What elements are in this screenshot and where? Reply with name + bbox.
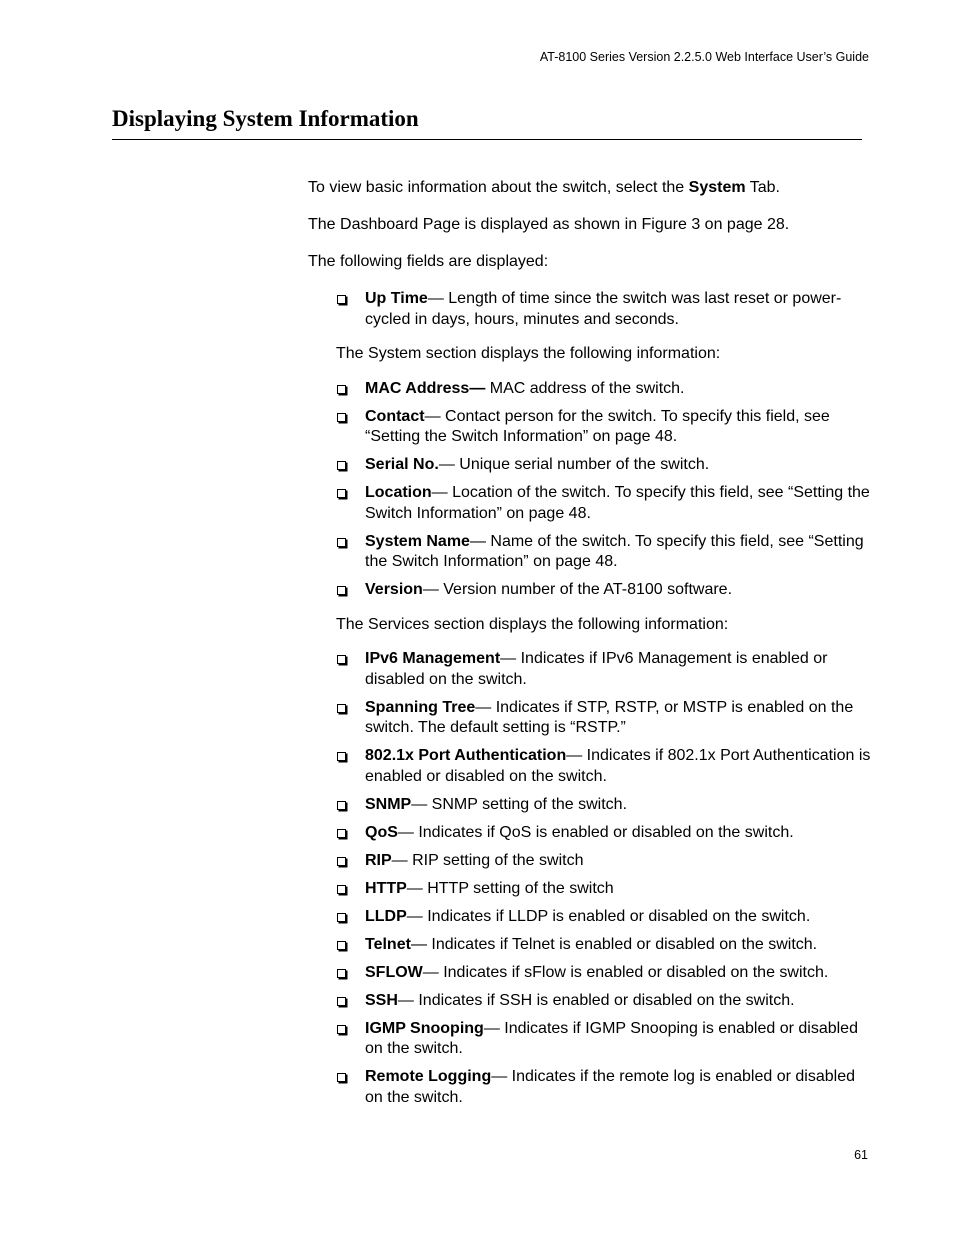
checkbox-bullet-icon [337,385,346,394]
intro-text-before: To view basic information about the switch, select the [308,179,689,196]
list-item [308,289,873,330]
field-term: 802.1x Port Authentication [365,747,567,764]
field-description: — Indicates if QoS is enabled or disabled on the switch. [397,823,794,841]
top-field-list [308,289,873,330]
field-description: — Indicates if SSH is enabled or disabled on the switch. [397,991,795,1009]
checkbox-bullet-icon [337,801,346,810]
intro-text-after: Tab. [745,179,780,196]
checkbox-bullet-icon [337,913,346,922]
system-tab-name: System [688,179,746,196]
intro-paragraph-1 [308,178,873,199]
list-item [308,532,873,573]
field-term: Remote Logging [365,1068,492,1085]
field-description: — Indicates if 802.1x Port Authentication is enabled or disabled on the switch. [365,747,871,785]
intro-paragraph-2: The Dashboard Page is displayed as shown in Figure 3 on page 28. [308,216,790,233]
field-description: — RIP setting of the switch [391,851,584,869]
list-item [308,1019,873,1060]
field-description: — Unique serial number of the switch. [438,456,710,473]
field-term: LLDP [365,907,407,925]
field-description: — Version number of the AT-8100 software. [422,581,733,598]
field-description: — Indicates if LLDP is enabled or disabled on the switch. [406,907,811,925]
checkbox-bullet-icon [337,969,346,978]
field-term: System Name [365,532,470,550]
checkbox-bullet-icon [337,885,346,894]
field-description: — Indicates if sFlow is enabled or disabled on the switch. [422,963,829,981]
field-description: — Contact person for the switch. To specify this field, see “Setting the Switch Information” on page 48. [365,407,830,445]
field-description: — Length of time since the switch was last reset or power-cycled in days, hours, minutes and seconds. [365,290,842,328]
list-item [308,823,873,844]
field-description: — Location of the switch. To specify this field, see “Setting the Switch Information” on page 48. [365,484,870,522]
system-section-intro: The System section displays the following information: [336,345,721,362]
running-header: AT-8100 Series Version 2.2.5.0 Web Interface User’s Guide [539,50,869,64]
list-item [308,907,873,928]
system-field-list [308,379,873,601]
field-description: — Name of the switch. To specify this field, see “Setting the Switch Information” on page 48. [365,532,864,570]
list-item [308,991,873,1012]
checkbox-bullet-icon [337,538,346,547]
title-divider [112,139,862,140]
checkbox-bullet-icon [337,461,346,470]
list-item [308,795,873,816]
checkbox-bullet-icon [337,586,346,595]
list-item [308,698,873,739]
page-title: Displaying System Information [112,106,419,131]
checkbox-bullet-icon [337,752,346,761]
field-term: IPv6 Management [365,650,501,667]
checkbox-bullet-icon [337,857,346,866]
field-description: — Indicates if IPv6 Management is enabled or disabled on the switch. [365,650,828,688]
page-number: 61 [854,1148,868,1162]
list-item [308,379,873,400]
field-term: Spanning Tree [365,698,476,716]
list-item [308,935,873,956]
field-description: — SNMP setting of the switch. [411,795,628,813]
field-term: Contact [365,407,425,425]
field-term: Version [365,581,423,598]
list-item [308,407,873,448]
field-term: QoS [365,823,398,841]
field-description: — Indicates if the remote log is enabled or disabled on the switch. [365,1068,855,1106]
field-term: IGMP Snooping [365,1019,484,1037]
main-content [308,178,873,1122]
checkbox-bullet-icon [337,295,346,304]
checkbox-bullet-icon [337,704,346,713]
services-section-intro: The Services section displays the following information: [336,615,729,633]
field-term: Up Time [365,290,428,307]
field-term: Location [365,484,432,501]
list-item [308,851,873,872]
checkbox-bullet-icon [337,997,346,1006]
checkbox-bullet-icon [337,941,346,950]
list-item [308,580,873,601]
field-description: — HTTP setting of the switch [406,879,614,897]
field-term: Serial No. [365,456,439,473]
checkbox-bullet-icon [337,655,346,664]
checkbox-bullet-icon [337,829,346,838]
field-term: SSH [365,991,398,1009]
list-item [308,963,873,984]
field-description: — Indicates if STP, RSTP, or MSTP is enabled on the switch. The default setting is “RSTP.” [365,698,854,736]
field-description: MAC address of the switch. [485,379,685,397]
field-description: — Indicates if IGMP Snooping is enabled or disabled on the switch. [365,1019,858,1057]
list-item [308,879,873,900]
list-item [308,1067,873,1108]
checkbox-bullet-icon [337,489,346,498]
field-term: MAC Address— [365,379,486,397]
list-item [308,455,873,476]
checkbox-bullet-icon [337,1025,346,1034]
list-item [308,746,873,787]
checkbox-bullet-icon [337,413,346,422]
list-item [308,483,873,524]
list-item [308,649,873,690]
checkbox-bullet-icon [337,1073,346,1082]
field-term: RIP [365,851,392,869]
intro-paragraph-3: The following fields are displayed: [308,253,549,270]
field-term: HTTP [365,879,407,897]
field-term: SFLOW [365,963,423,981]
field-term: Telnet [365,935,411,953]
services-field-list [308,649,873,1108]
field-description: — Indicates if Telnet is enabled or disabled on the switch. [410,935,818,953]
field-term: SNMP [365,795,412,813]
